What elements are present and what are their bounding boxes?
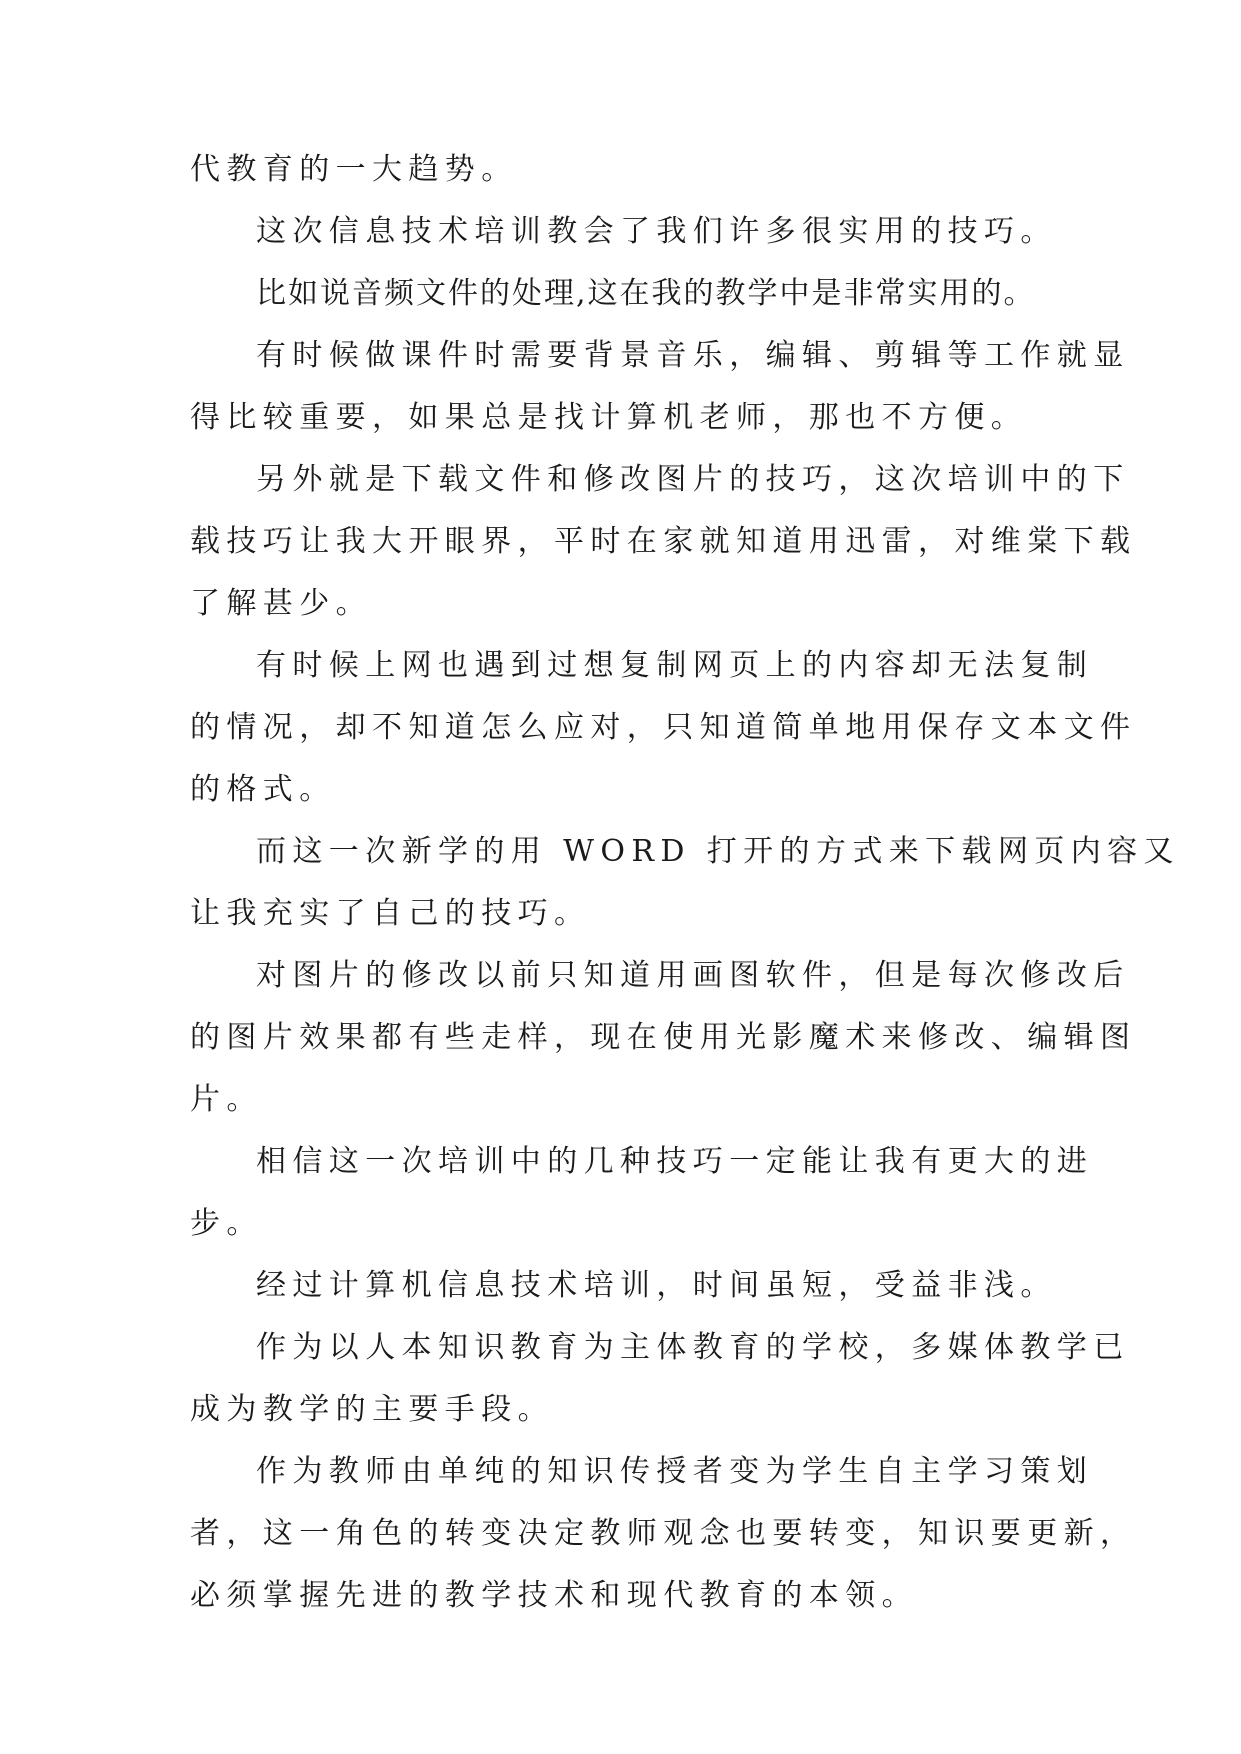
text-line: 载技巧让我大开眼界，平时在家就知道用迅雷，对维棠下载 [190, 524, 1137, 559]
text-line: 了解甚少。 [190, 586, 372, 621]
text-line: 相信这一次培训中的几种技巧一定能让我有更大的进 [256, 1144, 1094, 1179]
text-line: 的情况，却不知道怎么应对，只知道简单地用保存文本文件 [190, 710, 1137, 745]
text-line: 有时候上网也遇到过想复制网页上的内容却无法复制 [256, 648, 1094, 683]
text-line: 的格式。 [190, 772, 336, 807]
text-line: 片。 [190, 1082, 263, 1117]
text-line: 的图片效果都有些走样，现在使用光影魔术来修改、编辑图 [190, 1020, 1137, 1055]
text-line: 让我充实了自己的技巧。 [190, 896, 591, 931]
text-line: 另外就是下载文件和修改图片的技巧，这次培训中的下 [256, 462, 1130, 497]
text-line: 作为教师由单纯的知识传授者变为学生自主学习策划 [256, 1454, 1094, 1489]
text-line: 者，这一角色的转变决定教师观念也要转变，知识要更新， [190, 1516, 1137, 1551]
text-line: 步。 [190, 1206, 263, 1241]
text-line: 而这一次新学的用 WORD 打开的方式来下载网页内容又 [256, 834, 1180, 869]
text-line: 得比较重要，如果总是找计算机老师，那也不方便。 [190, 400, 1028, 435]
text-line: 经过计算机信息技术培训，时间虽短，受益非浅。 [256, 1268, 1057, 1303]
text-line: 对图片的修改以前只知道用画图软件，但是每次修改后 [256, 958, 1130, 993]
text-line: 有时候做课件时需要背景音乐，编辑、剪辑等工作就显 [256, 338, 1130, 373]
text-line: 代教育的一大趋势。 [190, 152, 518, 187]
text-line: 作为以人本知识教育为主体教育的学校，多媒体教学已 [256, 1330, 1130, 1365]
text-line: 成为教学的主要手段。 [190, 1392, 554, 1427]
text-line: 这次信息技术培训教会了我们许多很实用的技巧。 [256, 214, 1057, 249]
text-line: 必须掌握先进的教学技术和现代教育的本领。 [190, 1578, 918, 1613]
text-line: 比如说音频文件的处理,这在我的教学中是非常实用的。 [256, 276, 1036, 311]
